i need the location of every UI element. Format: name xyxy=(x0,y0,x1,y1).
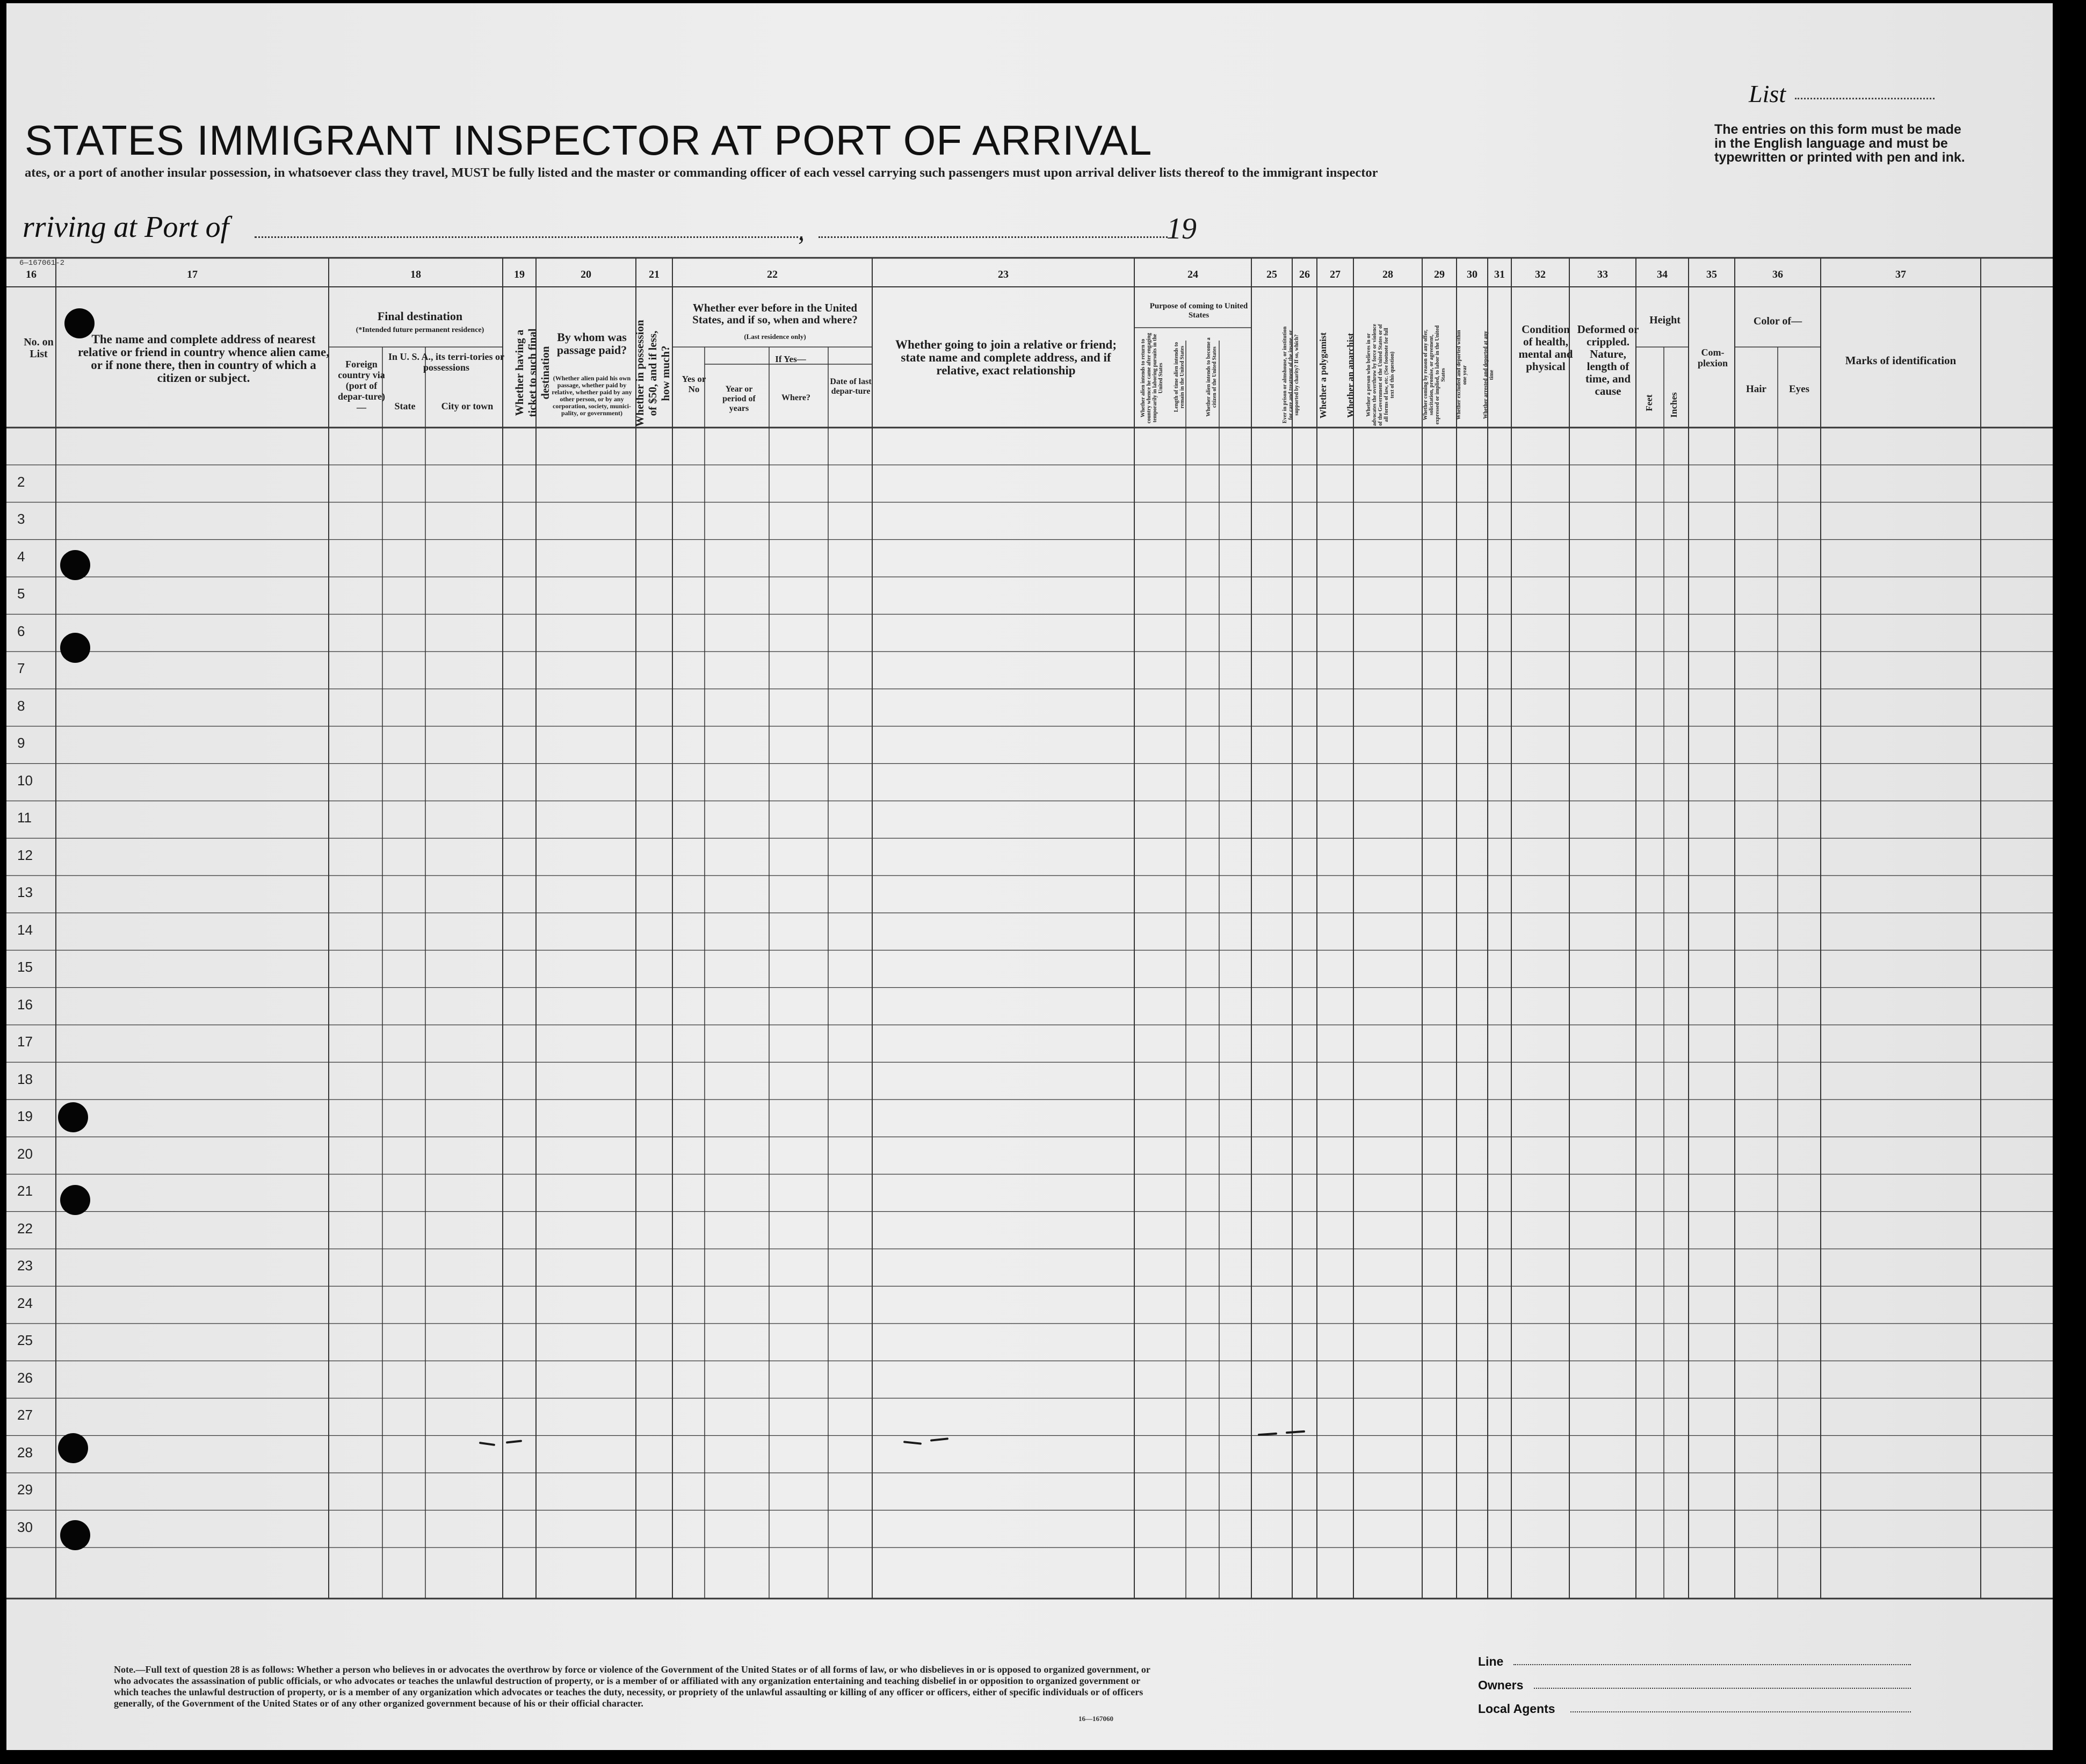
column-number: 34 xyxy=(1657,269,1668,280)
header-col-22-year: Year or period of years xyxy=(722,385,756,413)
header-col-36-hair: Hair xyxy=(1746,384,1766,395)
local-agents-field[interactable] xyxy=(1570,1711,1911,1712)
row-number: 20 xyxy=(17,1145,33,1162)
header-col-34-inches: Inches xyxy=(1669,392,1679,418)
header-col-22-date: Date of last depar-ture xyxy=(830,377,872,396)
row-number: 11 xyxy=(17,809,32,826)
header-col-30: Whether excluded and deported within one year xyxy=(1456,330,1468,420)
header-col-22-note: (Last residence only) xyxy=(744,332,806,341)
header-col-24-b: Length of time alien intends to remain in the United States xyxy=(1174,342,1185,413)
owners-field[interactable] xyxy=(1534,1688,1911,1689)
row-number: 27 xyxy=(17,1407,33,1423)
column-number: 27 xyxy=(1330,269,1341,280)
header-col-18-state: State xyxy=(394,401,416,411)
punch-hole xyxy=(60,633,90,663)
header-col-18-title: Final destination xyxy=(377,309,463,323)
column-number: 22 xyxy=(767,269,778,280)
arriving-label: rriving at Port of xyxy=(23,211,229,244)
header-col-34-feet: Feet xyxy=(1644,394,1654,411)
row-number: 18 xyxy=(17,1071,33,1087)
row-number: 29 xyxy=(17,1481,33,1498)
header-col-22-title: Whether ever before in the United States, and if so, when and where? xyxy=(692,301,858,326)
header-col-20-note: (Whether alien paid his own passage, whether paid by relative, whether paid by any other person, or by any corporation, society, munici-pality, or government) xyxy=(552,374,632,417)
punch-hole xyxy=(60,550,90,580)
header-col-33: Deformed or crippled. Nature, length of time, and cause xyxy=(1577,323,1639,397)
punch-hole xyxy=(60,1185,90,1215)
column-number: 32 xyxy=(1535,269,1546,280)
row-number: 24 xyxy=(17,1295,33,1311)
header-col-24-a: Whether alien intends to return to country whence he came after engaging temporarily in laboring pursuits in the United States xyxy=(1140,332,1164,424)
row-number: 3 xyxy=(17,511,25,527)
column-number: 33 xyxy=(1597,269,1608,280)
row-number: 21 xyxy=(17,1183,33,1199)
punch-hole xyxy=(58,1102,88,1132)
row-number: 19 xyxy=(17,1108,33,1124)
header-col-29: Whether coming by reason of any offer, solicitation, promise, or agreement, expressed or implied, to labor in the United States xyxy=(1423,325,1446,425)
header-col-23: Whether going to join a relative or friend; state name and complete address, and if relative, exact relationship xyxy=(895,338,1117,377)
row-number: 25 xyxy=(17,1332,33,1348)
column-number: 24 xyxy=(1187,269,1198,280)
header-col-22-ifyes: If Yes— xyxy=(775,354,806,364)
header-col-22-yesno: Yes or No xyxy=(682,374,706,394)
row-number: 23 xyxy=(17,1257,33,1274)
row-number: 16 xyxy=(17,996,33,1013)
column-number: 16 xyxy=(26,269,37,280)
header-col-36-eyes: Eyes xyxy=(1789,384,1809,395)
line-field[interactable] xyxy=(1513,1664,1911,1665)
row-number: 22 xyxy=(17,1220,33,1237)
row-number: 5 xyxy=(17,585,25,602)
column-number: 30 xyxy=(1467,269,1477,280)
column-number: 35 xyxy=(1706,269,1717,280)
row-number: 15 xyxy=(17,959,33,975)
year-label: 19 xyxy=(1167,212,1197,245)
row-number: 26 xyxy=(17,1369,33,1386)
header-col-18-usa: In U. S. A., its terri-tories or possessions xyxy=(388,351,504,373)
header-col-22-where: Where? xyxy=(781,393,810,402)
header-col-24-c: Whether alien intends to become a citizen of the United States xyxy=(1206,337,1218,417)
row-number: 6 xyxy=(17,623,25,639)
punch-hole xyxy=(60,1520,90,1550)
column-number: 25 xyxy=(1266,269,1277,280)
owners-label: Owners xyxy=(1478,1678,1524,1692)
punch-hole xyxy=(64,308,95,338)
manifest-sheet xyxy=(6,3,2053,1750)
column-number: 17 xyxy=(187,269,198,280)
local-agents-label: Local Agents xyxy=(1478,1702,1555,1716)
column-number: 26 xyxy=(1299,269,1310,280)
print-code: 16—167060 xyxy=(1078,1715,1113,1723)
column-number: 23 xyxy=(998,269,1009,280)
column-number: 28 xyxy=(1382,269,1393,280)
header-col-34-title: Height xyxy=(1649,314,1681,326)
header-col-37: Marks of identification xyxy=(1845,354,1957,367)
list-label: List xyxy=(1749,80,1786,107)
row-number: 13 xyxy=(17,884,33,900)
column-number: 36 xyxy=(1772,269,1783,280)
header-col-24-title: Purpose of coming to United States xyxy=(1149,302,1248,320)
column-number: 20 xyxy=(581,269,591,280)
header-col-36-title: Color of— xyxy=(1753,315,1802,327)
header-col-18-foreign: Foreign country via (port of depar-ture)— xyxy=(338,359,385,413)
row-number: 30 xyxy=(17,1519,33,1535)
row-number: 12 xyxy=(17,847,33,863)
row-number: 10 xyxy=(17,772,33,789)
manifest-grid xyxy=(6,3,2053,1750)
column-number: 18 xyxy=(410,269,421,280)
row-number: 4 xyxy=(17,548,25,565)
row-number: 7 xyxy=(17,660,25,676)
column-number: 19 xyxy=(514,269,525,280)
question-28-footnote: Note.—Full text of question 28 is as follows: Whether a person who believes in or advocates the overthrow by force or violence of the Government of the United States or of all forms of law, or who disbelieves in or is opposed to organized government, or who advocates the assassination of public officials, or who advocates or teaches the unlawful destruction of property, or is a member of or affiliated with any organization entertaining and teaching disbelief in or opposition to organized government or which teaches the unlawful destruction of property, or is a member of any organization which advocates or teaches the duty, necessity, or propriety of the unlawful assaulting or killing of any officer or officers, either of specific individuals or of officers generally, of the Government of the United States or of any other organized government because of his or their official character. xyxy=(114,1664,1150,1709)
header-col-17: The name and complete address of nearest relative or friend in country whence alien came, or if none there, then in country of which a citizen or subject. xyxy=(77,332,329,385)
column-number: 21 xyxy=(649,269,660,280)
form-number: 6—167061-2 xyxy=(19,259,65,268)
header-col-28: Whether a person who believes in or advocates the overthrow by force or violence of the Government of the United States or of all forms of law, etc. (See footnote for full text of this question) xyxy=(1366,324,1395,426)
header-col-35: Com-plexion xyxy=(1697,347,1728,368)
header-no-on-list: No. on List xyxy=(24,336,54,360)
row-number: 14 xyxy=(17,921,33,938)
header-col-26: Whether a polygamist xyxy=(1318,332,1328,419)
row-number: 9 xyxy=(17,735,25,751)
column-number: 29 xyxy=(1434,269,1445,280)
column-number: 31 xyxy=(1494,269,1505,280)
row-number: 8 xyxy=(17,697,25,714)
header-col-20-title: By whom was passage paid? xyxy=(556,330,627,357)
form-title: STATES IMMIGRANT INSPECTOR AT PORT OF ARRIVAL xyxy=(25,117,1153,164)
comma-separator: , xyxy=(798,218,805,246)
row-number: 17 xyxy=(17,1033,33,1050)
header-col-32: Condition of health, mental and physical xyxy=(1518,323,1573,373)
header-col-27: Whether an anarchist xyxy=(1345,332,1356,418)
punch-hole xyxy=(58,1433,88,1463)
header-col-18-city: City or town xyxy=(441,401,494,411)
form-subtitle: ates, or a port of another insular possession, in whatsoever class they travel, MUST be fully listed and the master or commanding officer of each vessel carrying such passengers must upon arrival deliver lists thereof to the immigrant inspector xyxy=(25,165,1378,180)
entry-instructions: The entries on this form must be made in the English language and must be typewritten or printed with pen and ink. xyxy=(1714,122,1965,165)
header-col-19: Whether having a ticket to such final destination xyxy=(513,328,552,417)
row-number: 2 xyxy=(17,473,25,490)
column-number: 37 xyxy=(1895,269,1906,280)
line-label: Line xyxy=(1478,1654,1504,1668)
header-col-25: Ever in prison or almshouse, or institution for care and treatment of the insane, or supported by charity? If so, which? xyxy=(1282,326,1300,424)
header-col-21: Whether in possession of $50, and if less, how much? xyxy=(633,320,672,427)
header-col-18-note: (*Intended future permanent residence) xyxy=(356,326,484,334)
header-col-31: Whether arrested and deported at any time xyxy=(1483,331,1495,419)
row-number: 28 xyxy=(17,1444,33,1461)
